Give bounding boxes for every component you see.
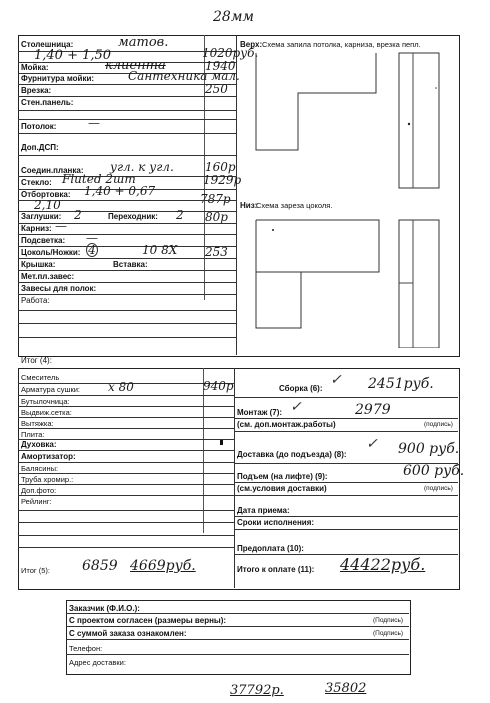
field-label: Заглушки: xyxy=(21,212,62,221)
field-value: 2 xyxy=(176,208,184,222)
field-label: Столешница: xyxy=(21,40,74,49)
field-value: — xyxy=(55,219,67,233)
itog5-label: Итог (5): xyxy=(21,566,50,575)
bottom-note-left: 37792р. xyxy=(230,683,284,698)
podpis-label: (подпись) xyxy=(424,421,453,428)
niz-label: Низ: xyxy=(240,201,258,210)
sborka-label: Сборка (6): xyxy=(279,384,323,393)
itog-oplata-label: Итого к оплате (11): xyxy=(237,565,315,574)
field-value: угл. к угл. xyxy=(110,160,174,174)
field-label: Выдвиж.сетка: xyxy=(21,408,72,417)
field-label: Доп.фото: xyxy=(21,486,57,495)
itog5-value: 6859 xyxy=(82,558,118,574)
field-label: Соедин.планка: xyxy=(21,166,84,175)
field-value: — xyxy=(86,231,98,245)
dop-montazh: (см. доп.монтаж.работы) xyxy=(237,420,336,429)
podem-label: Подъем (на лифте) (9): xyxy=(237,472,328,481)
field-price: 787р xyxy=(200,192,231,206)
field-value: матов. xyxy=(118,35,169,50)
field-label: Стен.панель: xyxy=(21,98,74,107)
sroki: Сроки исполнения: xyxy=(237,518,315,527)
montazh-value: 2979 xyxy=(355,402,391,418)
field-label: Врезка: xyxy=(21,86,52,95)
field-value: 2 xyxy=(74,208,82,222)
field-price: 160р xyxy=(205,160,236,174)
field-label: Плита: xyxy=(21,430,45,439)
podpis-label: (Подпись) xyxy=(373,617,404,624)
field-label: Подсветка: xyxy=(21,236,66,245)
field-value: Сантехника мал. xyxy=(128,69,240,83)
field-price: 1940 xyxy=(205,59,236,73)
check-mark: ✓ xyxy=(330,372,342,388)
mark xyxy=(220,440,223,445)
field-label: Отбортовка: xyxy=(21,190,71,199)
field-label: Бутылочница: xyxy=(21,397,70,406)
field-label: Арматура сушки: xyxy=(21,385,81,394)
field-label: Мет.пл.завес: xyxy=(21,272,75,281)
cut-scheme-diagram xyxy=(236,48,458,348)
niz-text: Схема зареза цоколя. xyxy=(256,201,333,210)
telefon: Телефон: xyxy=(69,644,103,653)
verh-text: Схема запила потолка, карниза, врезка пепл. xyxy=(262,40,421,49)
field-price: 250 xyxy=(205,82,228,96)
sborka-value: 2451руб. xyxy=(368,376,434,392)
field-label: Переходник: xyxy=(108,212,158,221)
field-label: Крышка: xyxy=(21,260,56,269)
field-price: 1929р xyxy=(203,173,242,187)
podem-value: 600 руб. xyxy=(403,463,465,479)
field-label: Потолок: xyxy=(21,122,57,131)
field-label: Цоколь/Ножки: xyxy=(21,248,81,257)
field-value: 10 8Х xyxy=(142,243,178,257)
field-price: 253 xyxy=(205,245,228,259)
itog-oplata-value: 44422руб. xyxy=(340,555,426,574)
dostavka-value: 900 руб. xyxy=(398,441,460,457)
verh-label: Верх: xyxy=(240,40,263,49)
field-price: 940р xyxy=(203,379,234,393)
itog4-label: Итог (4): xyxy=(21,356,52,365)
field-value: 4 xyxy=(86,243,98,257)
check-mark: ✓ xyxy=(290,399,302,415)
dostavka-label: Доставка (до подъезда) (8): xyxy=(237,450,347,459)
adres: Адрес доставки: xyxy=(69,658,126,667)
podpis-label: (Подпись) xyxy=(373,630,404,637)
field-label: Мойка: xyxy=(21,63,49,72)
field-label: Стекло: xyxy=(21,178,52,187)
data-priema: Дата приема: xyxy=(237,506,290,515)
field-label: Рейлинг: xyxy=(21,497,52,506)
field-value: клиента xyxy=(105,58,166,73)
usloviya: (см.условия доставки) xyxy=(237,484,327,493)
field-label: Смеситель xyxy=(21,373,60,382)
field-label: Вытяжка: xyxy=(21,419,54,428)
field-price: 80р xyxy=(205,210,228,224)
proekt: С проектом согласен (размеры верны): xyxy=(69,616,227,625)
montazh-label: Монтаж (7): xyxy=(237,408,283,417)
check-mark: ✓ xyxy=(366,436,378,452)
field-label: Вставка: xyxy=(113,260,148,269)
field-label: Завесы для полок: xyxy=(21,284,97,293)
field-value: — xyxy=(88,116,100,130)
field-label: Духовка: xyxy=(21,440,57,449)
predoplata: Предоплата (10): xyxy=(237,544,304,553)
field-label: Доп.ДСП: xyxy=(21,143,59,152)
field-label: Труба хромир.: xyxy=(21,475,74,484)
itog5-value2: 4669руб. xyxy=(130,558,196,574)
podpis-label: (подпись) xyxy=(424,485,453,492)
field-label: Амортизатор: xyxy=(21,452,76,461)
field-value: 1,40 + 0,67 xyxy=(84,184,156,198)
summa: С суммой заказа ознакомлен: xyxy=(69,629,187,638)
bottom-note-right: 35802 xyxy=(325,681,367,696)
field-label: Работа: xyxy=(21,296,50,305)
field-value: Fluted 2шт xyxy=(62,172,136,186)
field-label: Балясины: xyxy=(21,464,59,473)
top-note: 28мм xyxy=(213,9,255,25)
field-price: 1020руб. xyxy=(202,46,259,60)
field-value: 1,40 + 1,50 xyxy=(34,48,112,63)
field-value: х 80 xyxy=(108,380,134,394)
field-label: Фурнитура мойки: xyxy=(21,74,95,83)
zakazchik: Заказчик (Ф.И.О.): xyxy=(69,604,140,613)
field-value: 2,10 xyxy=(34,198,61,212)
field-label: Карниз: xyxy=(21,224,52,233)
